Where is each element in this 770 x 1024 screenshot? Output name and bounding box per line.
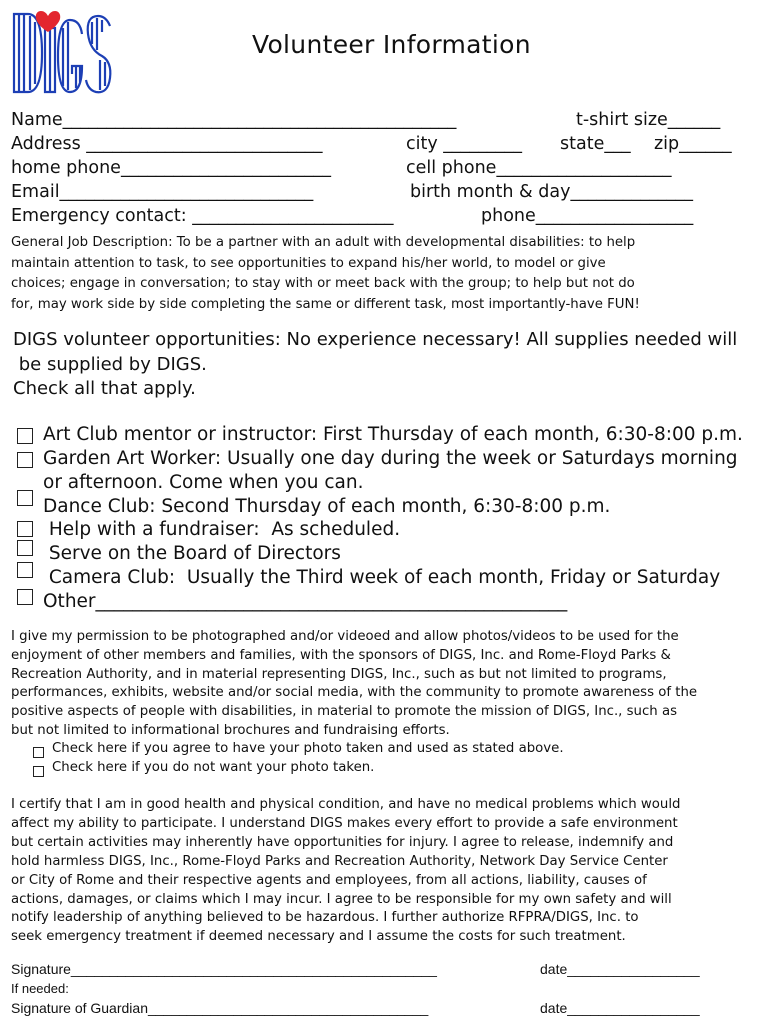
certification-line: notify leadership of anything believed to be hazardous. I further authorize RFPRA/DIGS, Inc. to — [11, 910, 639, 926]
permission-line: Recreation Authority, and in material representing DIGS, Inc., such as but not limited to programs, — [11, 666, 667, 682]
art-club-checkbox[interactable] — [17, 428, 33, 444]
name-field[interactable]: Name_____________________________________________ — [11, 110, 457, 130]
permission-line: positive aspects of people with disabilities, in material to promote the mission of DIGS, Inc., such as — [11, 704, 678, 720]
permission-line: but not limited to informational brochures and fundraising efforts. — [11, 722, 450, 738]
board-checkbox[interactable] — [17, 540, 33, 556]
emergency-phone-field[interactable]: phone__________________ — [481, 206, 694, 226]
zip-field[interactable]: zip______ — [654, 134, 732, 154]
fundraiser-option: Help with a fundraiser: As scheduled. — [43, 519, 401, 540]
garden-art-checkbox[interactable] — [17, 452, 33, 468]
certification-text — [11, 796, 680, 947]
photo-decline-label: Check here if you do not want your photo taken. — [52, 760, 375, 775]
camera-club-option: Camera Club: Usually the Third week of each month, Friday or Saturday — [43, 567, 721, 588]
job-description-line: maintain attention to task, to see opportunities to expand his/her world, to model or give — [11, 255, 606, 271]
if-needed-label: If needed: — [11, 981, 69, 996]
photo-agree-label: Check here if you agree to have your photo taken and used as stated above. — [52, 741, 564, 756]
cell-phone-field[interactable]: cell phone____________________ — [406, 158, 672, 178]
art-club-option: Art Club mentor or instructor: First Thursday of each month, 6:30-8:00 p.m. — [43, 424, 743, 445]
opportunities-intro — [13, 328, 737, 402]
city-field[interactable]: city _________ — [406, 134, 523, 154]
signature-date-field[interactable]: date_________________ — [540, 961, 700, 977]
job-description-line: for, may work side by side completing the same or different task, most importantly-have FUN! — [11, 296, 640, 312]
page-title: Volunteer Information — [252, 30, 531, 59]
job-description-line: General Job Description: To be a partner with an adult with developmental disabilities: to help — [11, 235, 636, 250]
birth-month-day-field[interactable]: birth month & day______________ — [410, 182, 693, 202]
certification-line: I certify that I am in good health and physical condition, and have no medical problems which would — [11, 797, 681, 812]
fundraiser-checkbox[interactable] — [17, 521, 33, 537]
other-option-field[interactable]: Other___________________________________________________ — [43, 591, 568, 612]
opportunities-line: be supplied by DIGS. — [13, 353, 207, 375]
garden-art-option-cont: or afternoon. Come when you can. — [43, 472, 364, 493]
digs-logo — [8, 4, 116, 96]
home-phone-field[interactable]: home phone________________________ — [11, 158, 331, 178]
garden-art-option: Garden Art Worker: Usually one day during the week or Saturdays morning — [43, 448, 738, 469]
job-description — [11, 233, 770, 315]
photo-agree-checkbox[interactable] — [33, 747, 44, 758]
permission-line: I give my permission to be photographed and/or videoed and allow photos/videos to be used for the — [11, 629, 679, 644]
photo-decline-checkbox[interactable] — [33, 766, 44, 777]
signature-field[interactable]: Signature_______________________________________________ — [11, 961, 437, 977]
dance-club-checkbox[interactable] — [17, 490, 33, 506]
other-checkbox[interactable] — [17, 589, 33, 605]
address-field[interactable]: Address ___________________________ — [11, 134, 323, 154]
guardian-date-field[interactable]: date_________________ — [540, 1000, 700, 1016]
tshirt-size-field[interactable]: t-shirt size______ — [576, 110, 721, 130]
email-field[interactable]: Email_____________________________ — [11, 182, 314, 202]
board-option: Serve on the Board of Directors — [43, 543, 341, 564]
opportunities-line: Check all that apply. — [13, 378, 196, 399]
state-field[interactable]: state___ — [560, 134, 631, 154]
opportunities-line: DIGS volunteer opportunities: No experience necessary! All supplies needed will — [13, 329, 738, 350]
certification-line: hold harmless DIGS, Inc., Rome-Floyd Parks and Recreation Authority, Network Day Service Center — [11, 853, 668, 869]
certification-line: affect my ability to participate. I understand DIGS makes every effort to provide a safe environment — [11, 815, 678, 831]
camera-club-checkbox[interactable] — [17, 562, 33, 578]
guardian-signature-field[interactable]: Signature of Guardian____________________________________ — [11, 1000, 429, 1016]
certification-line: actions, damages, or claims which I may incur. I agree to be responsible for my own safety and will — [11, 891, 672, 907]
dance-club-option: Dance Club: Second Thursday of each month, 6:30-8:00 p.m. — [43, 496, 611, 517]
certification-line: or City of Rome and their respective agents and employees, from all actions, liability, causes of — [11, 872, 647, 888]
certification-line: seek emergency treatment if deemed necessary and I assume the costs for such treatment. — [11, 929, 626, 945]
emergency-contact-field[interactable]: Emergency contact: _______________________ — [11, 206, 394, 226]
permission-line: enjoyment of other members and families, with the sponsors of DIGS, Inc. and Rome-Floyd Parks & — [11, 647, 671, 663]
certification-line: but certain activities may inherently have opportunities for injury. I agree to release, indemnify and — [11, 834, 674, 850]
permission-line: performances, exhibits, website and/or social media, with the community to promote awareness of the — [11, 685, 698, 701]
photo-permission-text — [11, 628, 697, 741]
job-description-line: choices; engage in conversation; to stay with or meet back with the group; to help but not do — [11, 276, 635, 292]
